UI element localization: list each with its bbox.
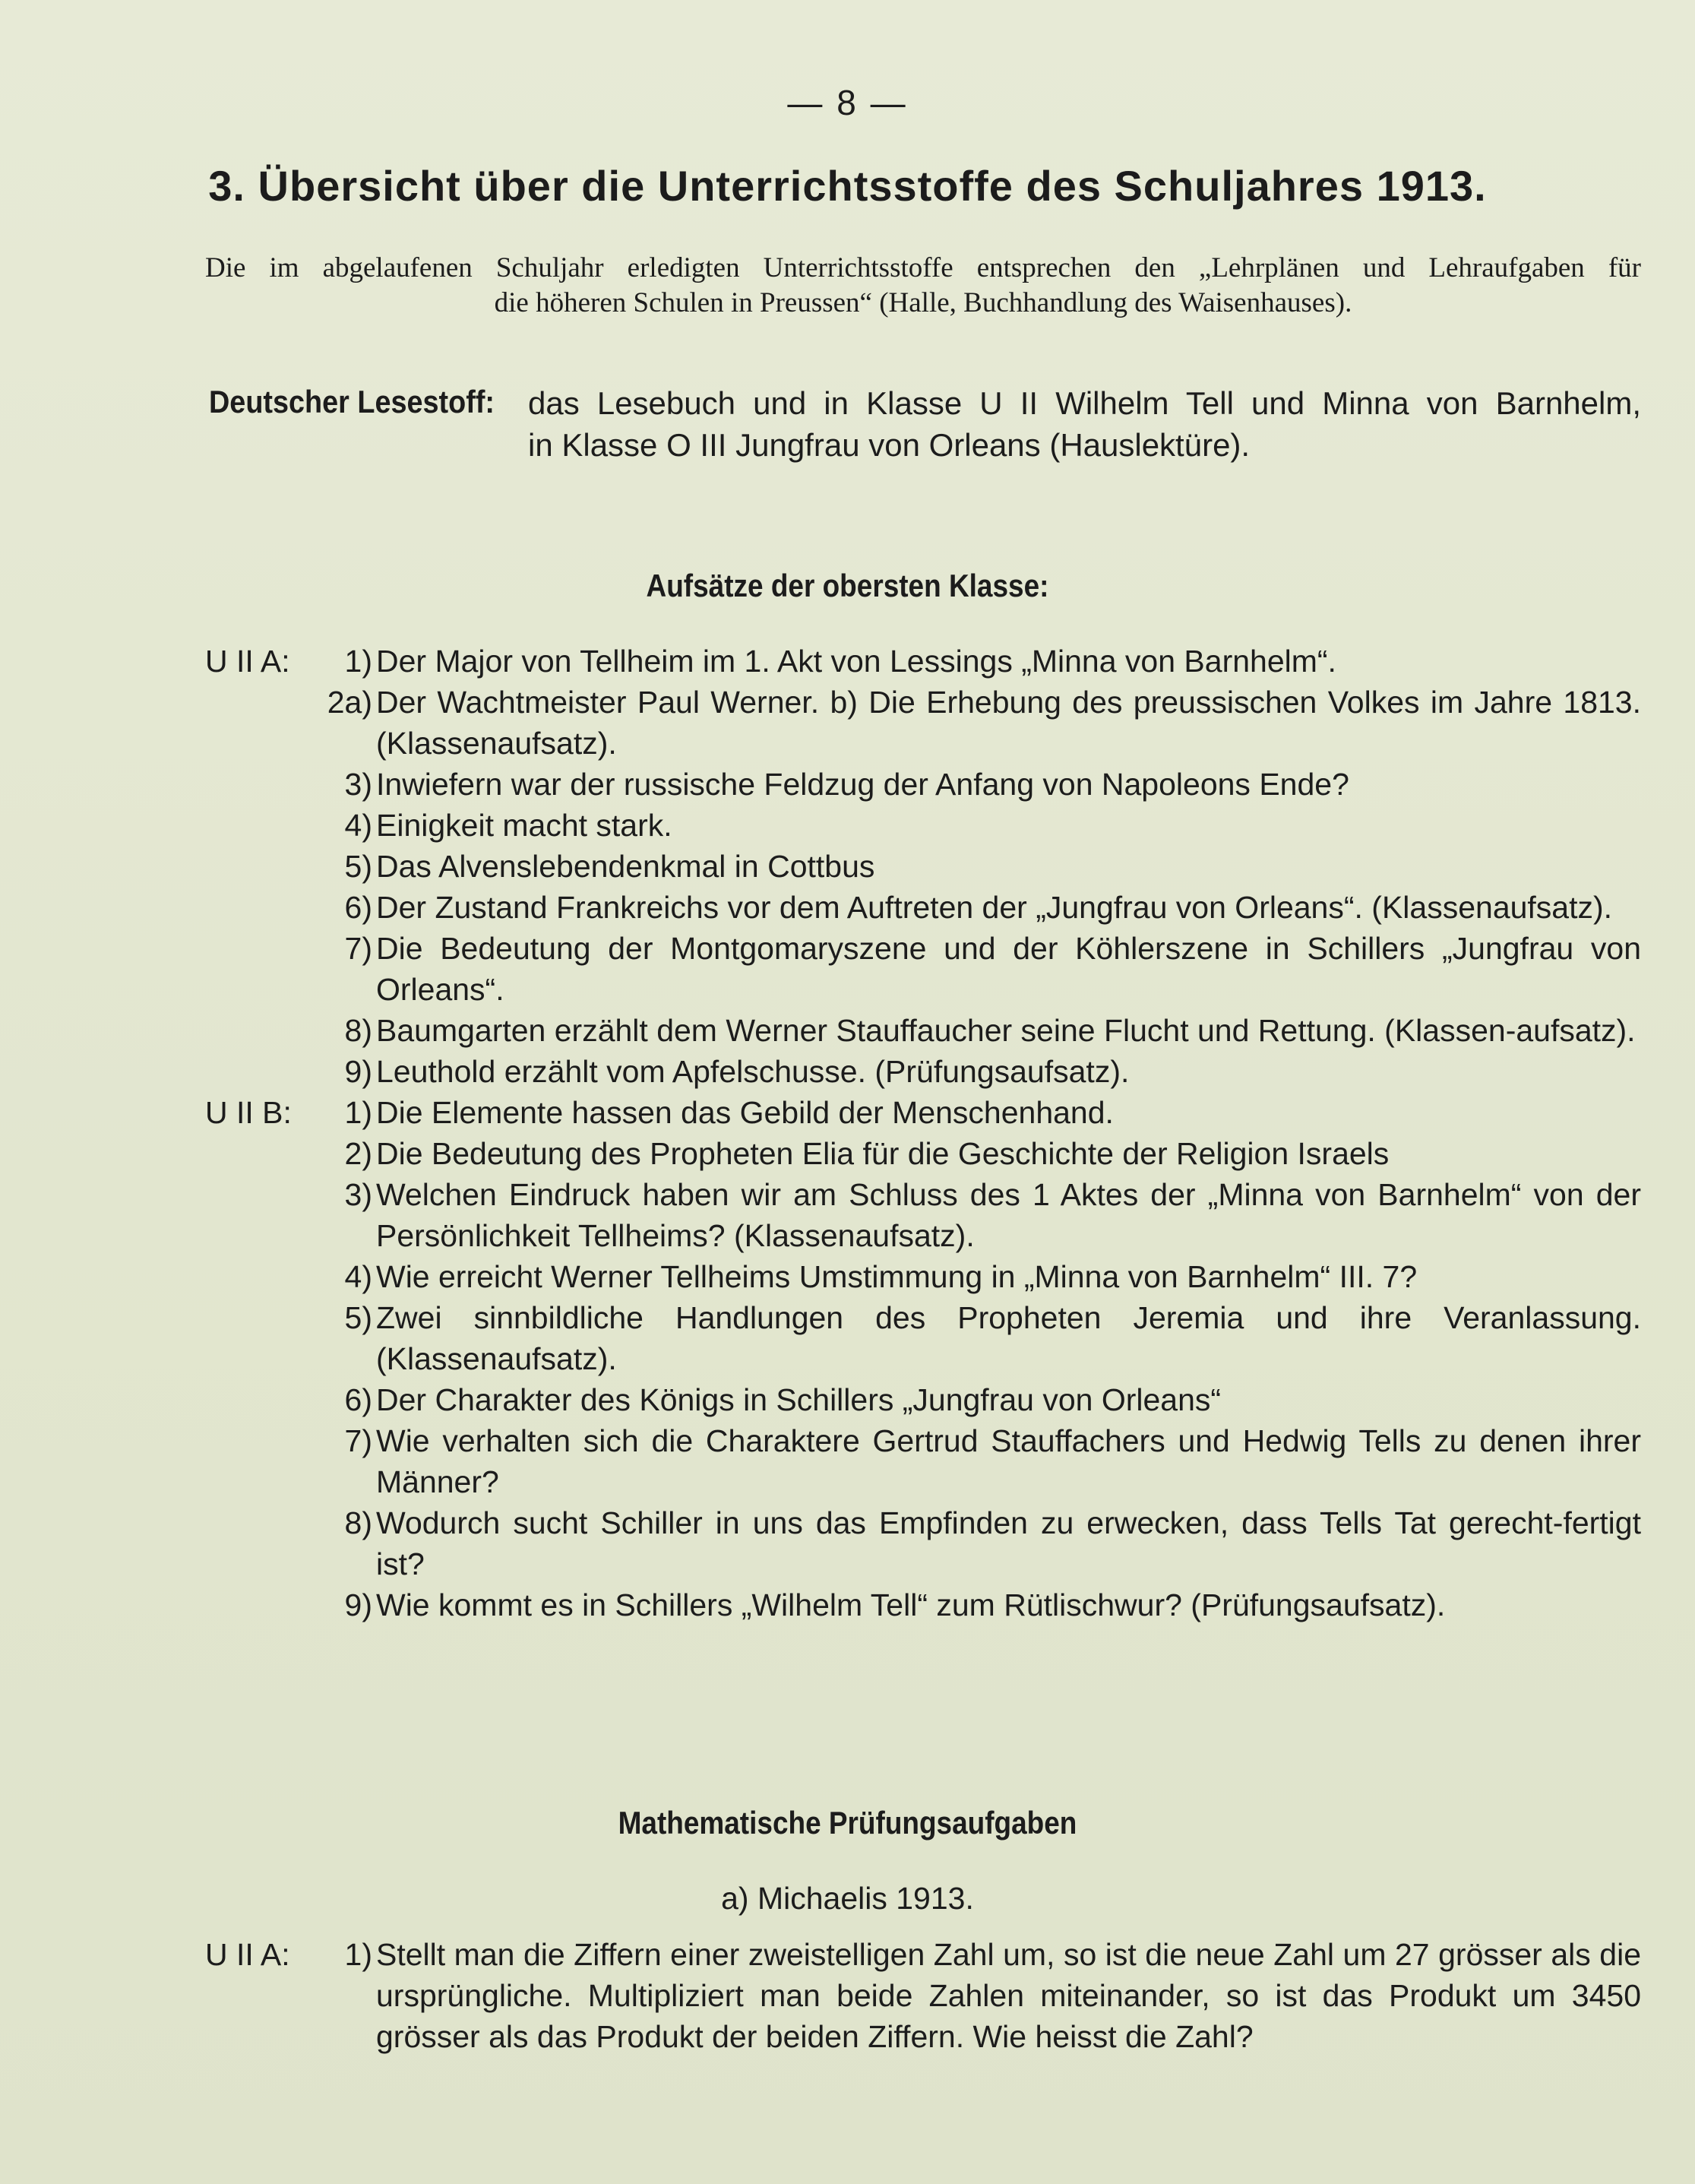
- item-number: 4): [344, 1259, 372, 1294]
- lesestoff-label: Deutscher Lesestoff:: [209, 384, 495, 419]
- item-number: 3): [344, 1177, 372, 1212]
- list-item: [205, 846, 1641, 887]
- item-number: 2): [344, 1136, 372, 1171]
- item-text: Wie kommt es in Schillers „Wilhelm Tell“ zum Rütlischwur? (Prüfungsaufsatz).: [376, 1587, 1446, 1622]
- lesestoff-line: das Lesebuch und in Klasse U II Wilhelm Tell und Minna von Barnhelm,: [528, 385, 1641, 421]
- item-text: Die Elemente hassen das Gebild der Menschenhand.: [376, 1095, 1114, 1130]
- item-number: 8): [344, 1013, 372, 1048]
- list-item: [205, 682, 1641, 764]
- intro-line: Die im abgelaufenen Schuljahr erledigten Unterrichtsstoffe entsprechen den „Lehrplänen und Lehraufgaben für: [205, 252, 1641, 283]
- page-number: — 8 —: [787, 83, 908, 122]
- list-item: [205, 1133, 1641, 1174]
- item-text: Wie verhalten sich die Charaktere Gertrud Stauffachers und Hedwig Tells zu denen ihrer Männer?: [376, 1423, 1641, 1499]
- aufsaetze-list: [205, 641, 1641, 1625]
- item-number: 6): [344, 1382, 372, 1417]
- item-number: 5): [344, 1300, 372, 1335]
- list-item: [205, 1092, 1641, 1133]
- item-text: Welchen Eindruck haben wir am Schluss des 1 Aktes der „Minna von Barnhelm“ von der Persönlichkeit Tellheims? (Klassenaufsatz).: [376, 1177, 1641, 1253]
- item-number: 9): [344, 1054, 372, 1089]
- lesestoff-line: in Klasse O III Jungfrau von Orleans (Hauslektüre).: [528, 427, 1251, 463]
- term-label: a) Michaelis 1913.: [721, 1881, 974, 1916]
- item-text: Baumgarten erzählt dem Werner Stauffaucher seine Flucht und Rettung. (Klassen-aufsatz).: [376, 1013, 1636, 1048]
- list-item: [205, 1297, 1641, 1379]
- item-text: Einigkeit macht stark.: [376, 808, 672, 843]
- list-item: [205, 764, 1641, 805]
- item-number: 7): [344, 931, 372, 966]
- list-item: [205, 1502, 1641, 1584]
- item-text: Wodurch sucht Schiller in uns das Empfinden zu erwecken, dass Tells Tat gerecht-fertigt ist?: [376, 1505, 1641, 1581]
- item-number: 5): [344, 849, 372, 884]
- item-number: 4): [344, 808, 372, 843]
- item-number: 2a): [327, 685, 372, 720]
- mathematik-list: [205, 1934, 1641, 2057]
- list-item: [205, 1420, 1641, 1502]
- mathematik-heading: Mathematische Prüfungsaufgaben: [618, 1805, 1077, 1841]
- item-text: Der Major von Tellheim im 1. Akt von Lessings „Minna von Barnhelm“.: [376, 644, 1336, 679]
- item-text: Der Zustand Frankreichs vor dem Auftreten der „Jungfrau von Orleans“. (Klassenaufsatz).: [376, 890, 1613, 925]
- class-label: U II A:: [205, 1937, 290, 1972]
- item-number: 3): [344, 767, 372, 802]
- list-item: [205, 805, 1641, 846]
- item-text: Der Wachtmeister Paul Werner. b) Die Erhebung des preussischen Volkes im Jahre 1813. (Klassenaufsatz).: [376, 685, 1641, 761]
- item-text: Zwei sinnbildliche Handlungen des Propheten Jeremia und ihre Veranlassung. (Klassenaufsatz).: [376, 1300, 1641, 1376]
- item-number: 9): [344, 1587, 372, 1622]
- aufsaetze-heading: Aufsätze der obersten Klasse:: [646, 568, 1049, 603]
- list-item: [205, 1051, 1641, 1092]
- item-number: 6): [344, 890, 372, 925]
- item-text: Das Alvenslebendenkmal in Cottbus: [376, 849, 875, 884]
- item-text: Die Bedeutung der Montgomaryszene und der Köhlerszene in Schillers „Jungfrau von Orleans“.: [376, 931, 1641, 1007]
- class-label: U II A:: [205, 644, 290, 679]
- item-number: 1): [344, 1937, 372, 1972]
- item-number: 7): [344, 1423, 372, 1458]
- item-text: Die Bedeutung des Propheten Elia für die Geschichte der Religion Israels: [376, 1136, 1390, 1171]
- list-item: [205, 641, 1641, 682]
- list-item: [205, 1010, 1641, 1051]
- list-item: [205, 928, 1641, 1010]
- list-item: [205, 1584, 1641, 1625]
- item-number: 1): [344, 1095, 372, 1130]
- item-text: Der Charakter des Königs in Schillers „Jungfrau von Orleans“: [376, 1382, 1222, 1417]
- list-item: [205, 1934, 1641, 2057]
- item-text: Stellt man die Ziffern einer zweistelligen Zahl um, so ist die neue Zahl um 27 grösser als die ursprüngliche. Multipliziert man beide Zahlen miteinander, so ist das Produkt um 3450 grösser als das Produkt der beiden Ziffern. Wie heisst die Zahl?: [376, 1937, 1641, 2054]
- section-title: 3. Übersicht über die Unterrichtsstoffe des Schuljahres 1913.: [208, 162, 1487, 210]
- list-item: [205, 1174, 1641, 1256]
- class-label: U II B:: [205, 1095, 292, 1130]
- intro-paragraph: [205, 251, 1641, 321]
- list-item: [205, 1379, 1641, 1420]
- item-number: 1): [344, 644, 372, 679]
- intro-line: die höheren Schulen in Preussen“ (Halle, Buchhandlung des Waisenhauses).: [494, 287, 1352, 318]
- list-item: [205, 1256, 1641, 1297]
- item-text: Wie erreicht Werner Tellheims Umstimmung in „Minna von Barnhelm“ III. 7?: [376, 1259, 1418, 1294]
- item-text: Leuthold erzählt vom Apfelschusse. (Prüfungsaufsatz).: [376, 1054, 1130, 1089]
- lesestoff-text: [528, 382, 1641, 466]
- item-text: Inwiefern war der russische Feldzug der Anfang von Napoleons Ende?: [376, 767, 1349, 802]
- item-number: 8): [344, 1505, 372, 1540]
- list-item: [205, 887, 1641, 928]
